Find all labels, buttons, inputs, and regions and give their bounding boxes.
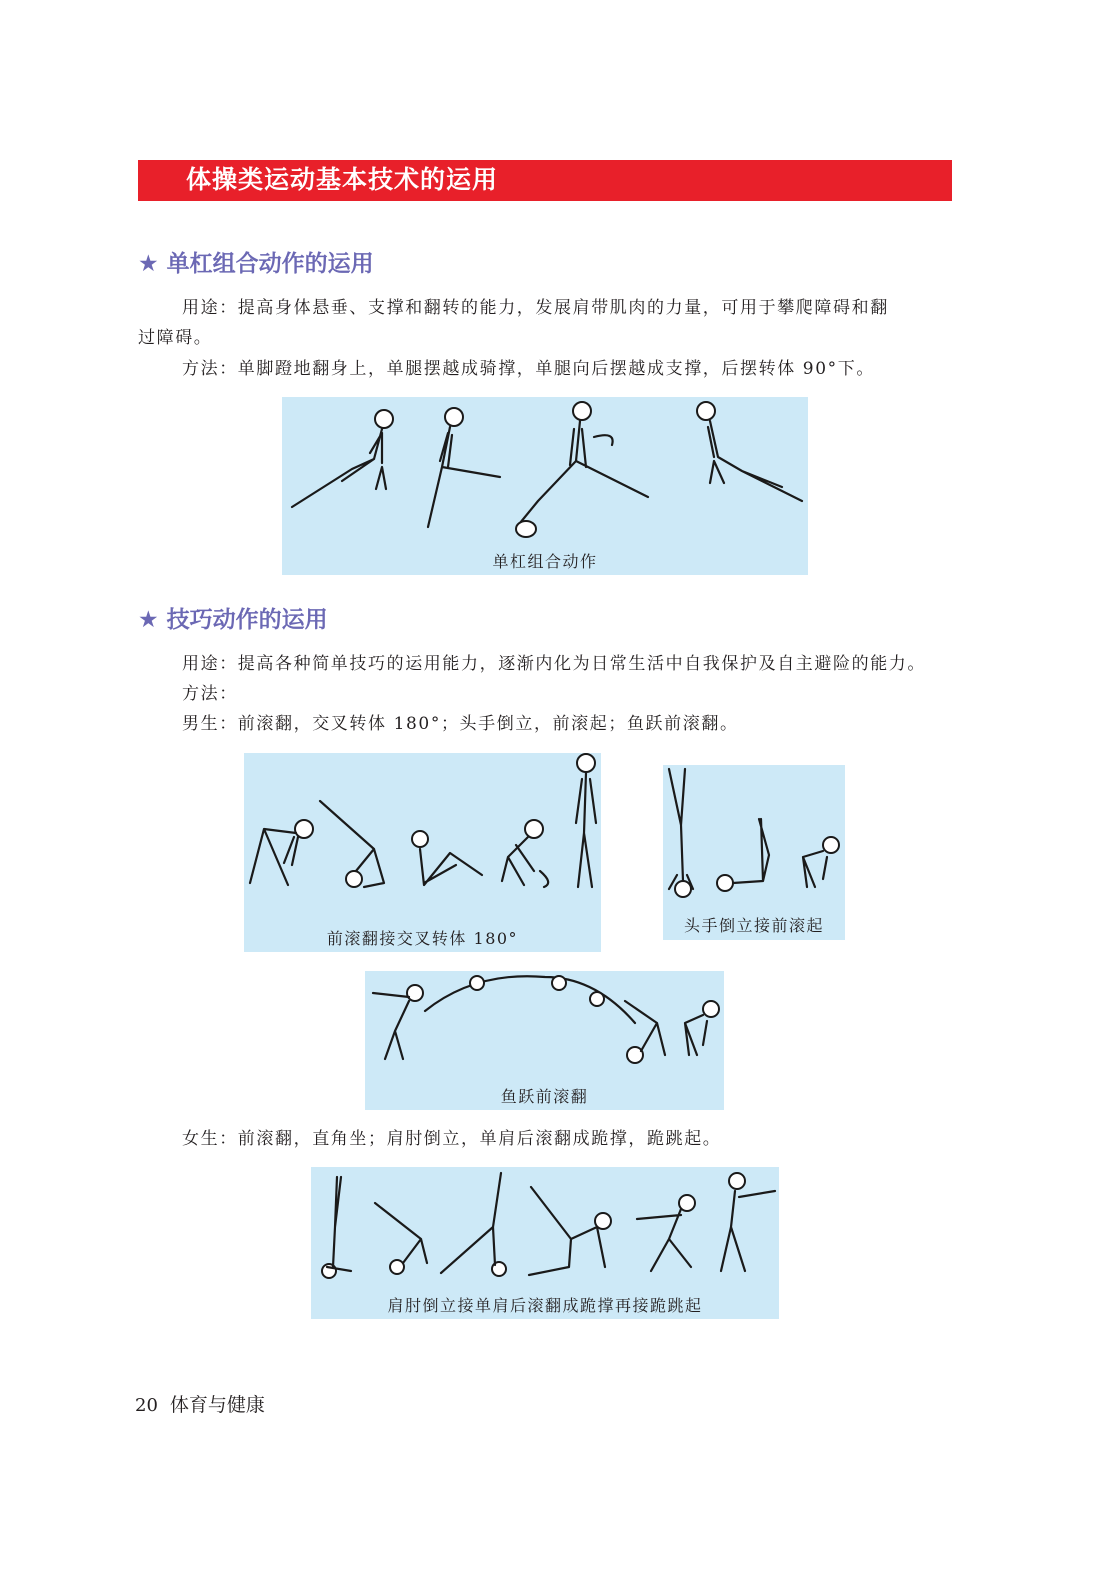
gymnast-figure [428,408,500,527]
use-line-2: 过障碍。 [138,328,213,348]
figure-headstand-roll [663,765,845,940]
figure-shoulder-stand [311,1167,779,1319]
gymnast-figure [322,1177,351,1278]
method-label: 方法： [182,684,238,704]
gymnast-figure [669,769,693,897]
figure-caption: 单杠组合动作 [492,552,598,571]
figure-forward-roll-turn [244,753,601,952]
girls-method-line: 女生：前滚翻，直角坐；肩肘倒立，单肩后滚翻成跪撑，跪跳起。 [182,1129,722,1149]
gymnast-figure [441,1173,506,1276]
use-line-acrobatics: 用途：提高各种简单技巧的运用能力，逐渐内化为日常生活中自我保护及自主避险的能力。 [182,654,926,674]
gymnast-figure [516,402,648,537]
gymnast-figure [697,402,802,501]
boys-method-line: 男生：前滚翻，交叉转体 180°；头手倒立，前滚起；鱼跃前滚翻。 [182,714,739,734]
gymnast-figure [250,820,313,885]
star-icon: ★ [138,607,159,633]
gymnast-figure [685,1001,719,1055]
section-heading-bar-combo [138,249,374,279]
page-footer [135,1392,265,1419]
section-heading-text: 单杠组合动作的运用 [166,251,374,277]
gymnast-figure [529,1187,611,1275]
gymnast-figure [625,1001,665,1063]
figure-bar-combo [282,397,808,575]
forward-roll-illustration [244,753,601,952]
figure-caption: 头手倒立接前滚起 [683,916,824,935]
book-title: 体育与健康 [169,1394,265,1416]
gymnast-figure [320,801,384,887]
star-icon: ★ [138,251,159,277]
section-heading-text: 技巧动作的运用 [166,607,328,633]
figure-caption: 前滚翻接交叉转体 180° [326,929,519,948]
gymnast-figure [576,754,596,887]
figure-dive-roll [365,971,724,1110]
gymnast-figure [717,819,769,891]
figure-caption: 鱼跃前滚翻 [500,1087,589,1106]
gymnast-figure [637,1195,695,1271]
gymnast-figure [412,831,482,885]
section-heading-acrobatics [138,605,328,635]
gymnast-figure [803,837,839,887]
banner-title: 体操类运动基本技术的运用 [186,165,499,194]
use-paragraph-1 [138,293,952,353]
section-banner [138,160,952,201]
method-line-1: 方法：单脚蹬地翻身上，单腿摆越成骑撑，单腿向后摆越成支撑，后摆转体 90°下。 [182,359,875,379]
page-number: 20 [135,1395,158,1416]
use-line-1: 用途：提高身体悬垂、支撑和翻转的能力，发展肩带肌肉的力量，可用于攀爬障碍和翻 [182,298,889,318]
gymnast-figure [502,820,548,887]
gymnast-figure [292,410,393,507]
gymnast-figure [373,985,423,1059]
gymnast-figure [425,976,635,1023]
figure-caption: 肩肘倒立接单肩后滚翻成跪撑再接跪跳起 [387,1296,703,1315]
gymnast-figure [721,1173,775,1271]
gymnast-figure [375,1203,427,1274]
